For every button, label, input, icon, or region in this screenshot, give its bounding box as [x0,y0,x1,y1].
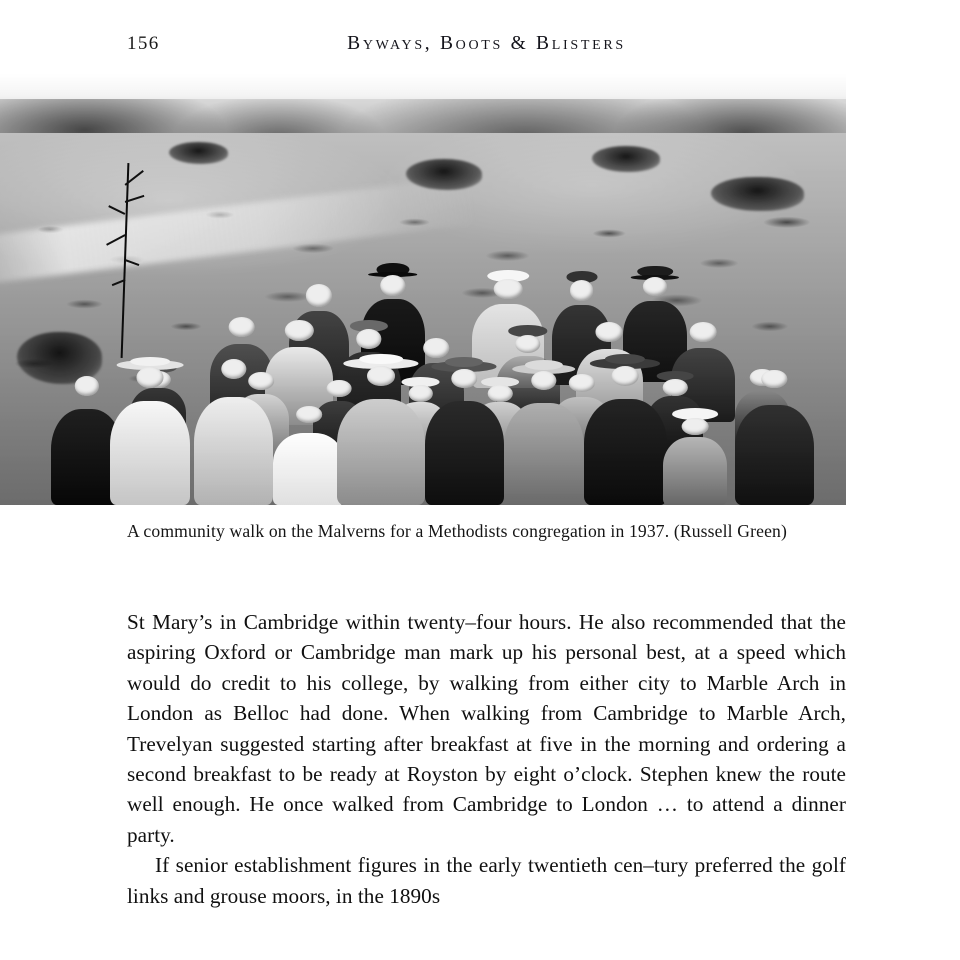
photo-person [735,362,815,505]
person-head [228,317,255,338]
person-head [762,370,787,389]
photo-shrub [406,159,482,189]
photo-person [337,354,424,505]
running-head [127,33,846,61]
page-number: 156 [127,33,160,54]
photo-person [110,357,190,505]
person-head [570,280,594,301]
person-head [452,369,477,388]
photo-congregation [51,220,846,505]
paragraph-2: If senior establishment figures in the early twentieth cen–tury preferred the golf links and grouse moors, in the 1890s [127,853,846,908]
figure-caption: A community walk on the Malverns for a Methodists congregation in 1937. (Russell Green) [127,521,787,541]
sapling-branch [108,205,125,214]
person-head [367,366,395,386]
person-head [643,277,667,296]
person-head [612,366,639,386]
community-walk-photograph [0,73,846,505]
person-body [504,403,584,505]
person-body [273,433,345,505]
photo-person [584,354,668,505]
person-body [584,399,668,505]
person-head [494,279,523,299]
photo-person [504,360,584,505]
photo-shrub [169,142,228,164]
person-head [424,338,450,358]
person-head [515,335,540,353]
person-body [735,405,815,505]
person-body [337,399,424,505]
person-head [306,284,332,307]
person-head [285,320,313,341]
person-hat [605,354,645,365]
person-head [137,367,164,388]
person-head [296,406,322,422]
body-text [127,607,846,911]
person-head [356,329,381,348]
person-head [689,322,716,342]
person-body [110,401,190,505]
photo-person [663,408,727,505]
person-hat [359,354,403,365]
photo-person [194,351,274,505]
person-head [74,376,98,395]
photo-person [425,357,505,505]
paragraph-1: St Mary’s in Cambridge within twenty–four hours. He also recommended that the aspiring Oxford or Cambridge man mark up his personal best, at a speed which would do credit to his college, by walking from either city to Marble Arch in London as Belloc had done. When walking from Cambridge to Marble Arch, Trevelyan suggested starting after breakfast at five in the morning and ordering a second breakfast to be ready at Royston by eight o’clock. Stephen knew the route well enough. He once walked from Cambridge to London … to attend a dinner party. [127,610,846,847]
person-head [531,371,556,390]
photograph-figure [0,73,846,505]
person-body [663,437,727,505]
person-hat [130,357,170,366]
person-head [380,275,405,296]
book-title-running-head: Byways, Boots & Blisters [347,33,626,54]
person-head [596,322,623,341]
photo-person [273,402,345,505]
person-body [425,401,505,505]
person-head [221,359,246,379]
person-body [194,397,274,505]
person-head [682,418,709,435]
